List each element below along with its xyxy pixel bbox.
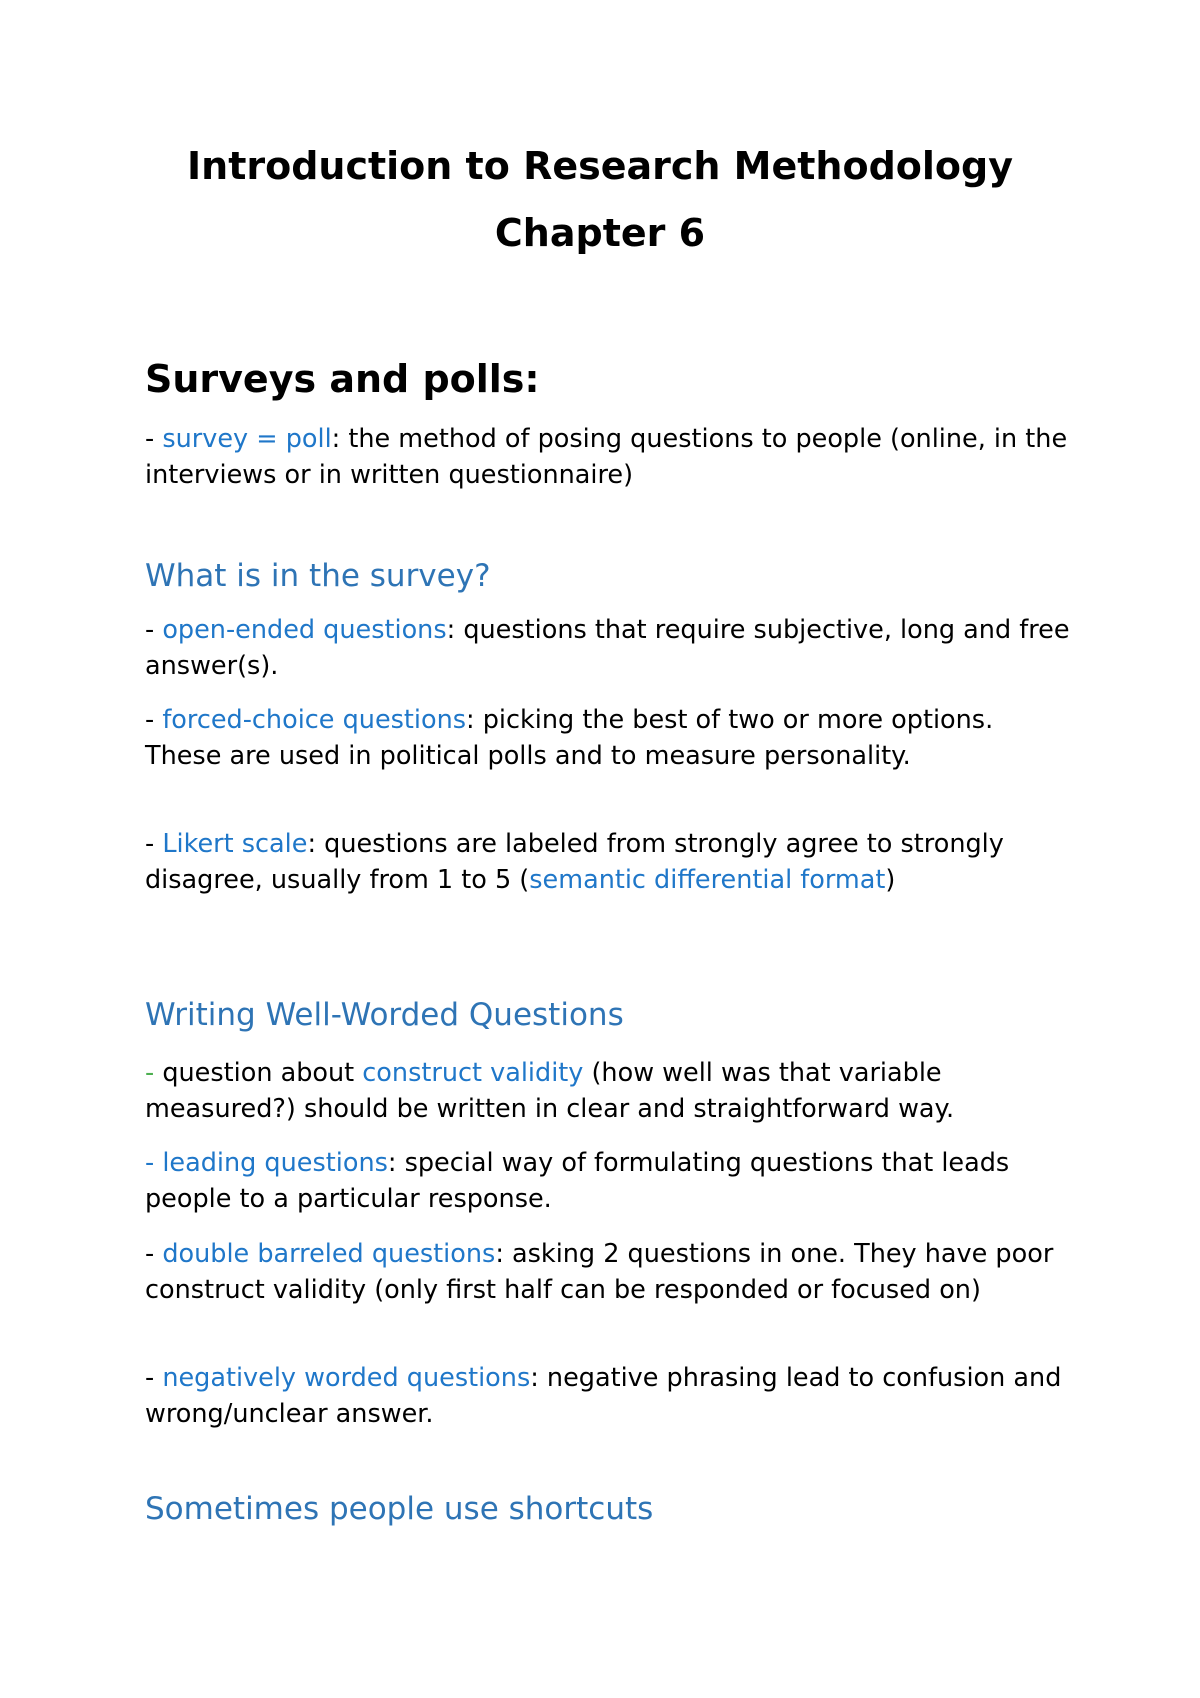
chapter-title: Chapter 6 [494,211,706,255]
term-open-ended-questions: open-ended questions [162,615,447,645]
section-heading-shortcuts: Sometimes people use shortcuts [145,1491,654,1527]
document-title: Introduction to Research Methodology [187,144,1013,188]
paragraph-construct-validity [145,1055,1075,1127]
bullet-dash: - [145,1148,163,1178]
definition-text: : the method of posing questions to people (online, in the interviews or in written questionnaire) [145,424,1068,490]
bullet-dash: - [145,615,163,645]
paragraph-open-ended [145,612,1075,684]
definition-text: (how well was that variable measured?) should be written in clear and straightforward way. [145,1058,955,1124]
bullet-dash: - [145,705,163,735]
definition-text: : asking 2 questions in one. They have poor construct validity (only first half can be responded or focused on) [145,1239,1054,1305]
bullet-dash: - [145,1058,163,1088]
lead-text: question about [162,1058,363,1088]
bullet-dash: - [145,829,163,859]
closing-paren: ) [885,865,896,895]
term-negatively-worded-questions: negatively worded questions [162,1363,531,1393]
term-construct-validity: construct validity [362,1058,584,1088]
section-heading-what-in-survey: What is in the survey? [145,558,491,594]
paragraph-forced-choice [145,702,1075,774]
section-heading-well-worded: Writing Well-Worded Questions [145,997,624,1033]
paragraph-survey-definition [145,421,1075,493]
bullet-dash: - [145,424,163,454]
paragraph-leading-questions [145,1145,1075,1217]
section-heading-surveys: Surveys and polls: [145,357,540,401]
term-survey-poll: survey = poll [162,424,332,454]
paragraph-double-barreled [145,1236,1075,1308]
definition-text: : questions that require subjective, long and free answer(s). [145,615,1070,681]
paragraph-negatively-worded [145,1360,1075,1432]
term-semantic-differential: semantic differential format [529,865,886,895]
term-likert-scale: Likert scale [162,829,308,859]
definition-text: : special way of formulating questions that leads people to a particular response. [145,1148,1010,1214]
bullet-dash: - [145,1363,163,1393]
definition-text: : questions are labeled from strongly agree to strongly disagree, usually from 1 to 5 ( [145,829,1004,895]
definition-text: : picking the best of two or more options. These are used in political polls and to measure personality. [145,705,994,771]
paragraph-likert-scale [145,826,1075,898]
term-forced-choice-questions: forced-choice questions [162,705,467,735]
term-double-barreled-questions: double barreled questions [162,1239,496,1269]
bullet-dash: - [145,1239,163,1269]
term-leading-questions: leading questions [162,1148,388,1178]
definition-text: : negative phrasing lead to confusion and wrong/unclear answer. [145,1363,1062,1429]
